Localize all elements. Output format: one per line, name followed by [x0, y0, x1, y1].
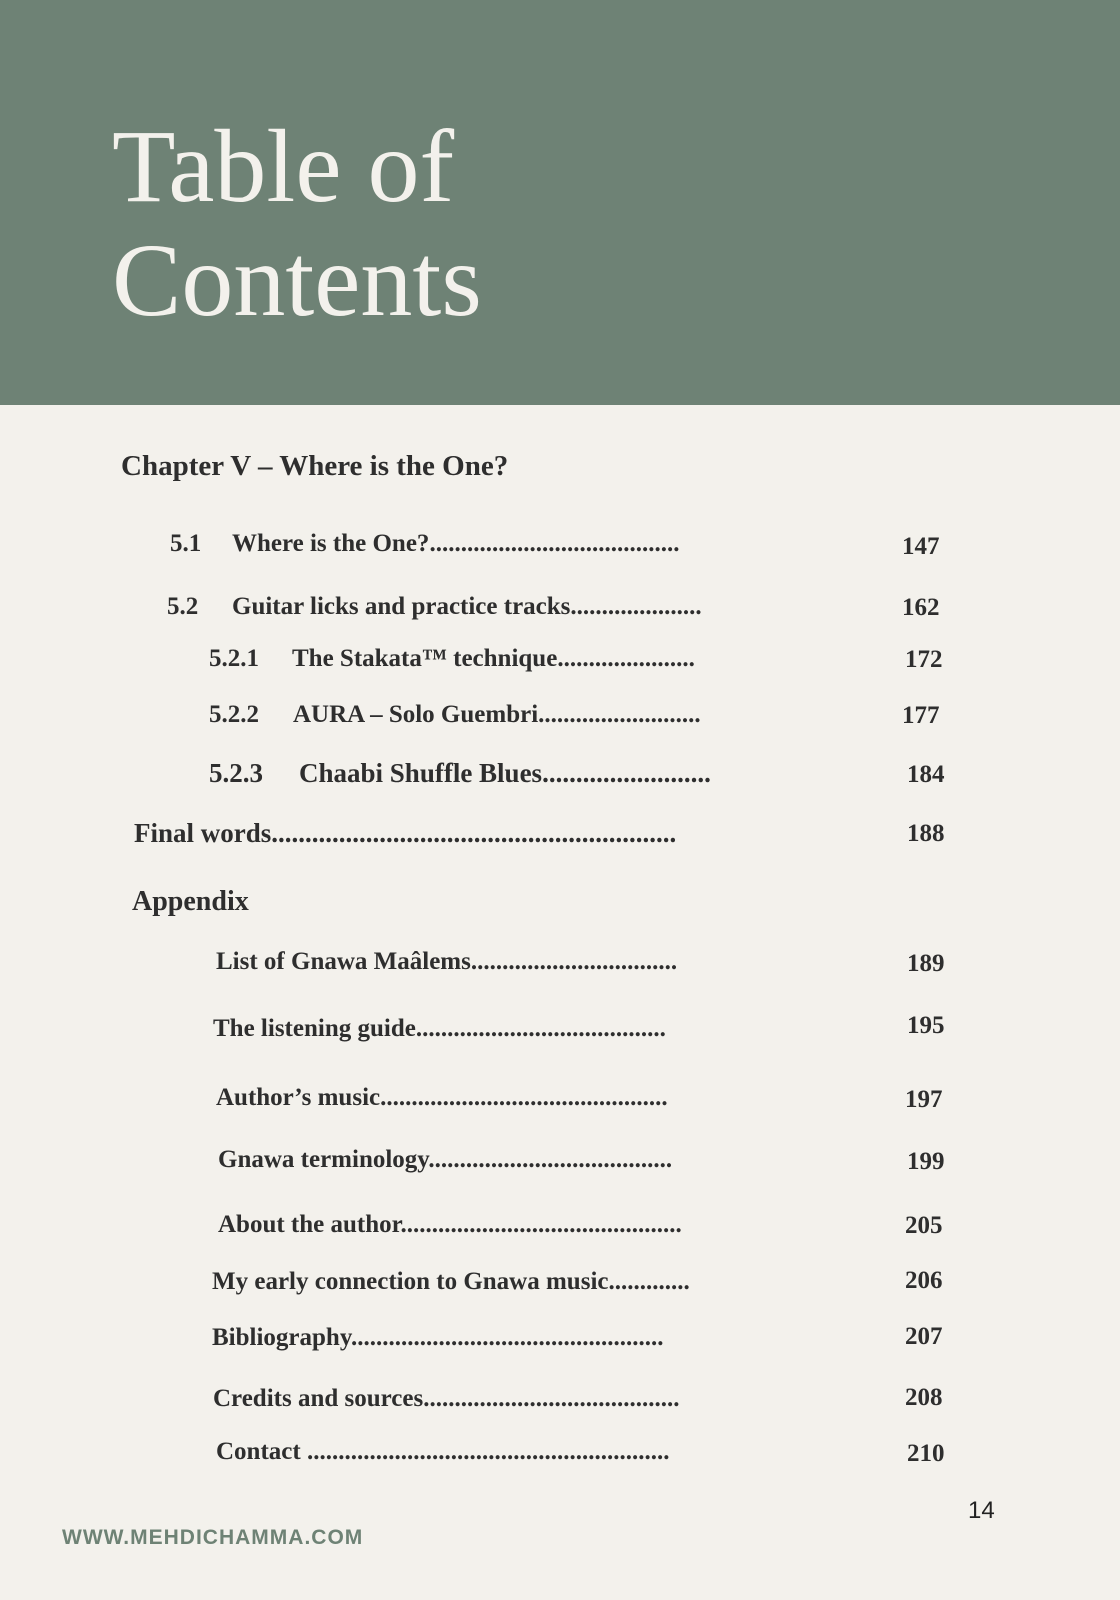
- entry-page: 177: [902, 702, 940, 729]
- toc-appendix-item[interactable]: [212, 1324, 663, 1352]
- toc-appendix-item[interactable]: [218, 1211, 682, 1239]
- entry-title: My early connection to Gnawa music: [212, 1268, 609, 1295]
- toc-appendix-item[interactable]: [212, 1268, 690, 1296]
- page-title: [112, 110, 482, 338]
- entry-title: Final words: [134, 818, 272, 848]
- entry-page: 207: [905, 1323, 943, 1350]
- entry-page: 205: [905, 1212, 943, 1239]
- entry-number: 5.2.1: [209, 645, 259, 672]
- entry-page: 172: [905, 646, 943, 673]
- toc-entry-5-2[interactable]: [167, 593, 702, 621]
- toc-entry-5-2-3[interactable]: [209, 758, 711, 789]
- entry-leader: ..........................: [538, 701, 701, 728]
- entry-page: 206: [905, 1267, 943, 1294]
- entry-title: Author’s music: [216, 1084, 381, 1111]
- entry-leader: ............................................................: [271, 818, 677, 848]
- entry-title: List of Gnawa Maâlems: [216, 948, 471, 975]
- toc-appendix-item[interactable]: [213, 1015, 666, 1043]
- entry-title: The Stakata™ technique: [292, 645, 558, 672]
- entry-page: 162: [902, 594, 940, 621]
- chapter-heading: Chapter V – Where is the One?: [121, 450, 509, 482]
- toc-appendix-item[interactable]: [218, 1146, 672, 1174]
- entry-leader: .............: [608, 1268, 690, 1295]
- entry-leader: .................................: [470, 948, 678, 975]
- toc-entry-final-words[interactable]: [134, 818, 676, 849]
- entry-title: Chaabi Shuffle Blues: [299, 758, 543, 788]
- entry-title: Bibliography: [212, 1324, 351, 1351]
- entry-title: Where is the One?: [232, 530, 430, 557]
- entry-number: 5.1: [170, 530, 202, 557]
- entry-title: About the author: [218, 1211, 401, 1238]
- entry-leader: ........................................: [415, 1015, 666, 1042]
- entry-number: 5.2: [167, 593, 199, 620]
- toc-entry-5-2-2[interactable]: [209, 701, 701, 729]
- entry-leader: ........................................: [429, 530, 680, 557]
- entry-number: 5.2.3: [209, 758, 263, 788]
- entry-leader: ..........................................................: [306, 1438, 670, 1465]
- toc-entry-5-2-1[interactable]: [209, 645, 695, 673]
- entry-page: 210: [907, 1440, 945, 1467]
- entry-leader: ..............................................: [380, 1084, 668, 1111]
- entry-title: Gnawa terminology: [218, 1146, 429, 1173]
- toc-appendix-item[interactable]: [216, 1084, 668, 1112]
- page-number: 14: [968, 1497, 995, 1524]
- entry-leader: ......................: [557, 645, 695, 672]
- title-line-2: Contents: [112, 223, 482, 338]
- entry-title: Contact: [216, 1438, 307, 1465]
- entry-page: 147: [902, 533, 940, 560]
- entry-leader: .............................................: [400, 1211, 682, 1238]
- title-line-1: Table of: [112, 109, 455, 224]
- entry-page: 184: [907, 761, 945, 788]
- entry-leader: .........................: [542, 758, 711, 788]
- entry-title: AURA – Solo Guembri: [293, 701, 539, 728]
- toc-appendix-item[interactable]: [216, 948, 677, 976]
- entry-leader: ..................................................: [350, 1324, 664, 1351]
- entry-page: 189: [907, 950, 945, 977]
- entry-title: Guitar licks and practice tracks: [232, 593, 571, 620]
- header-banner: [0, 0, 1120, 405]
- entry-page: 208: [905, 1384, 943, 1411]
- entry-leader: .......................................: [428, 1146, 673, 1173]
- toc-appendix-item[interactable]: [213, 1385, 679, 1413]
- entry-number: 5.2.2: [209, 701, 259, 728]
- entry-title: The listening guide: [213, 1015, 416, 1042]
- appendix-heading: Appendix: [132, 886, 249, 917]
- entry-page: 188: [907, 820, 945, 847]
- toc-entry-5-1[interactable]: [170, 530, 679, 558]
- entry-title: Credits and sources: [213, 1385, 424, 1412]
- toc-appendix-item[interactable]: [216, 1438, 669, 1466]
- entry-page: 195: [907, 1012, 945, 1039]
- entry-page: 197: [905, 1086, 943, 1113]
- entry-leader: .....................: [570, 593, 702, 620]
- entry-page: 199: [907, 1148, 945, 1175]
- footer-website-link[interactable]: WWW.MEHDICHAMMA.COM: [62, 1526, 364, 1549]
- entry-leader: .........................................: [423, 1385, 680, 1412]
